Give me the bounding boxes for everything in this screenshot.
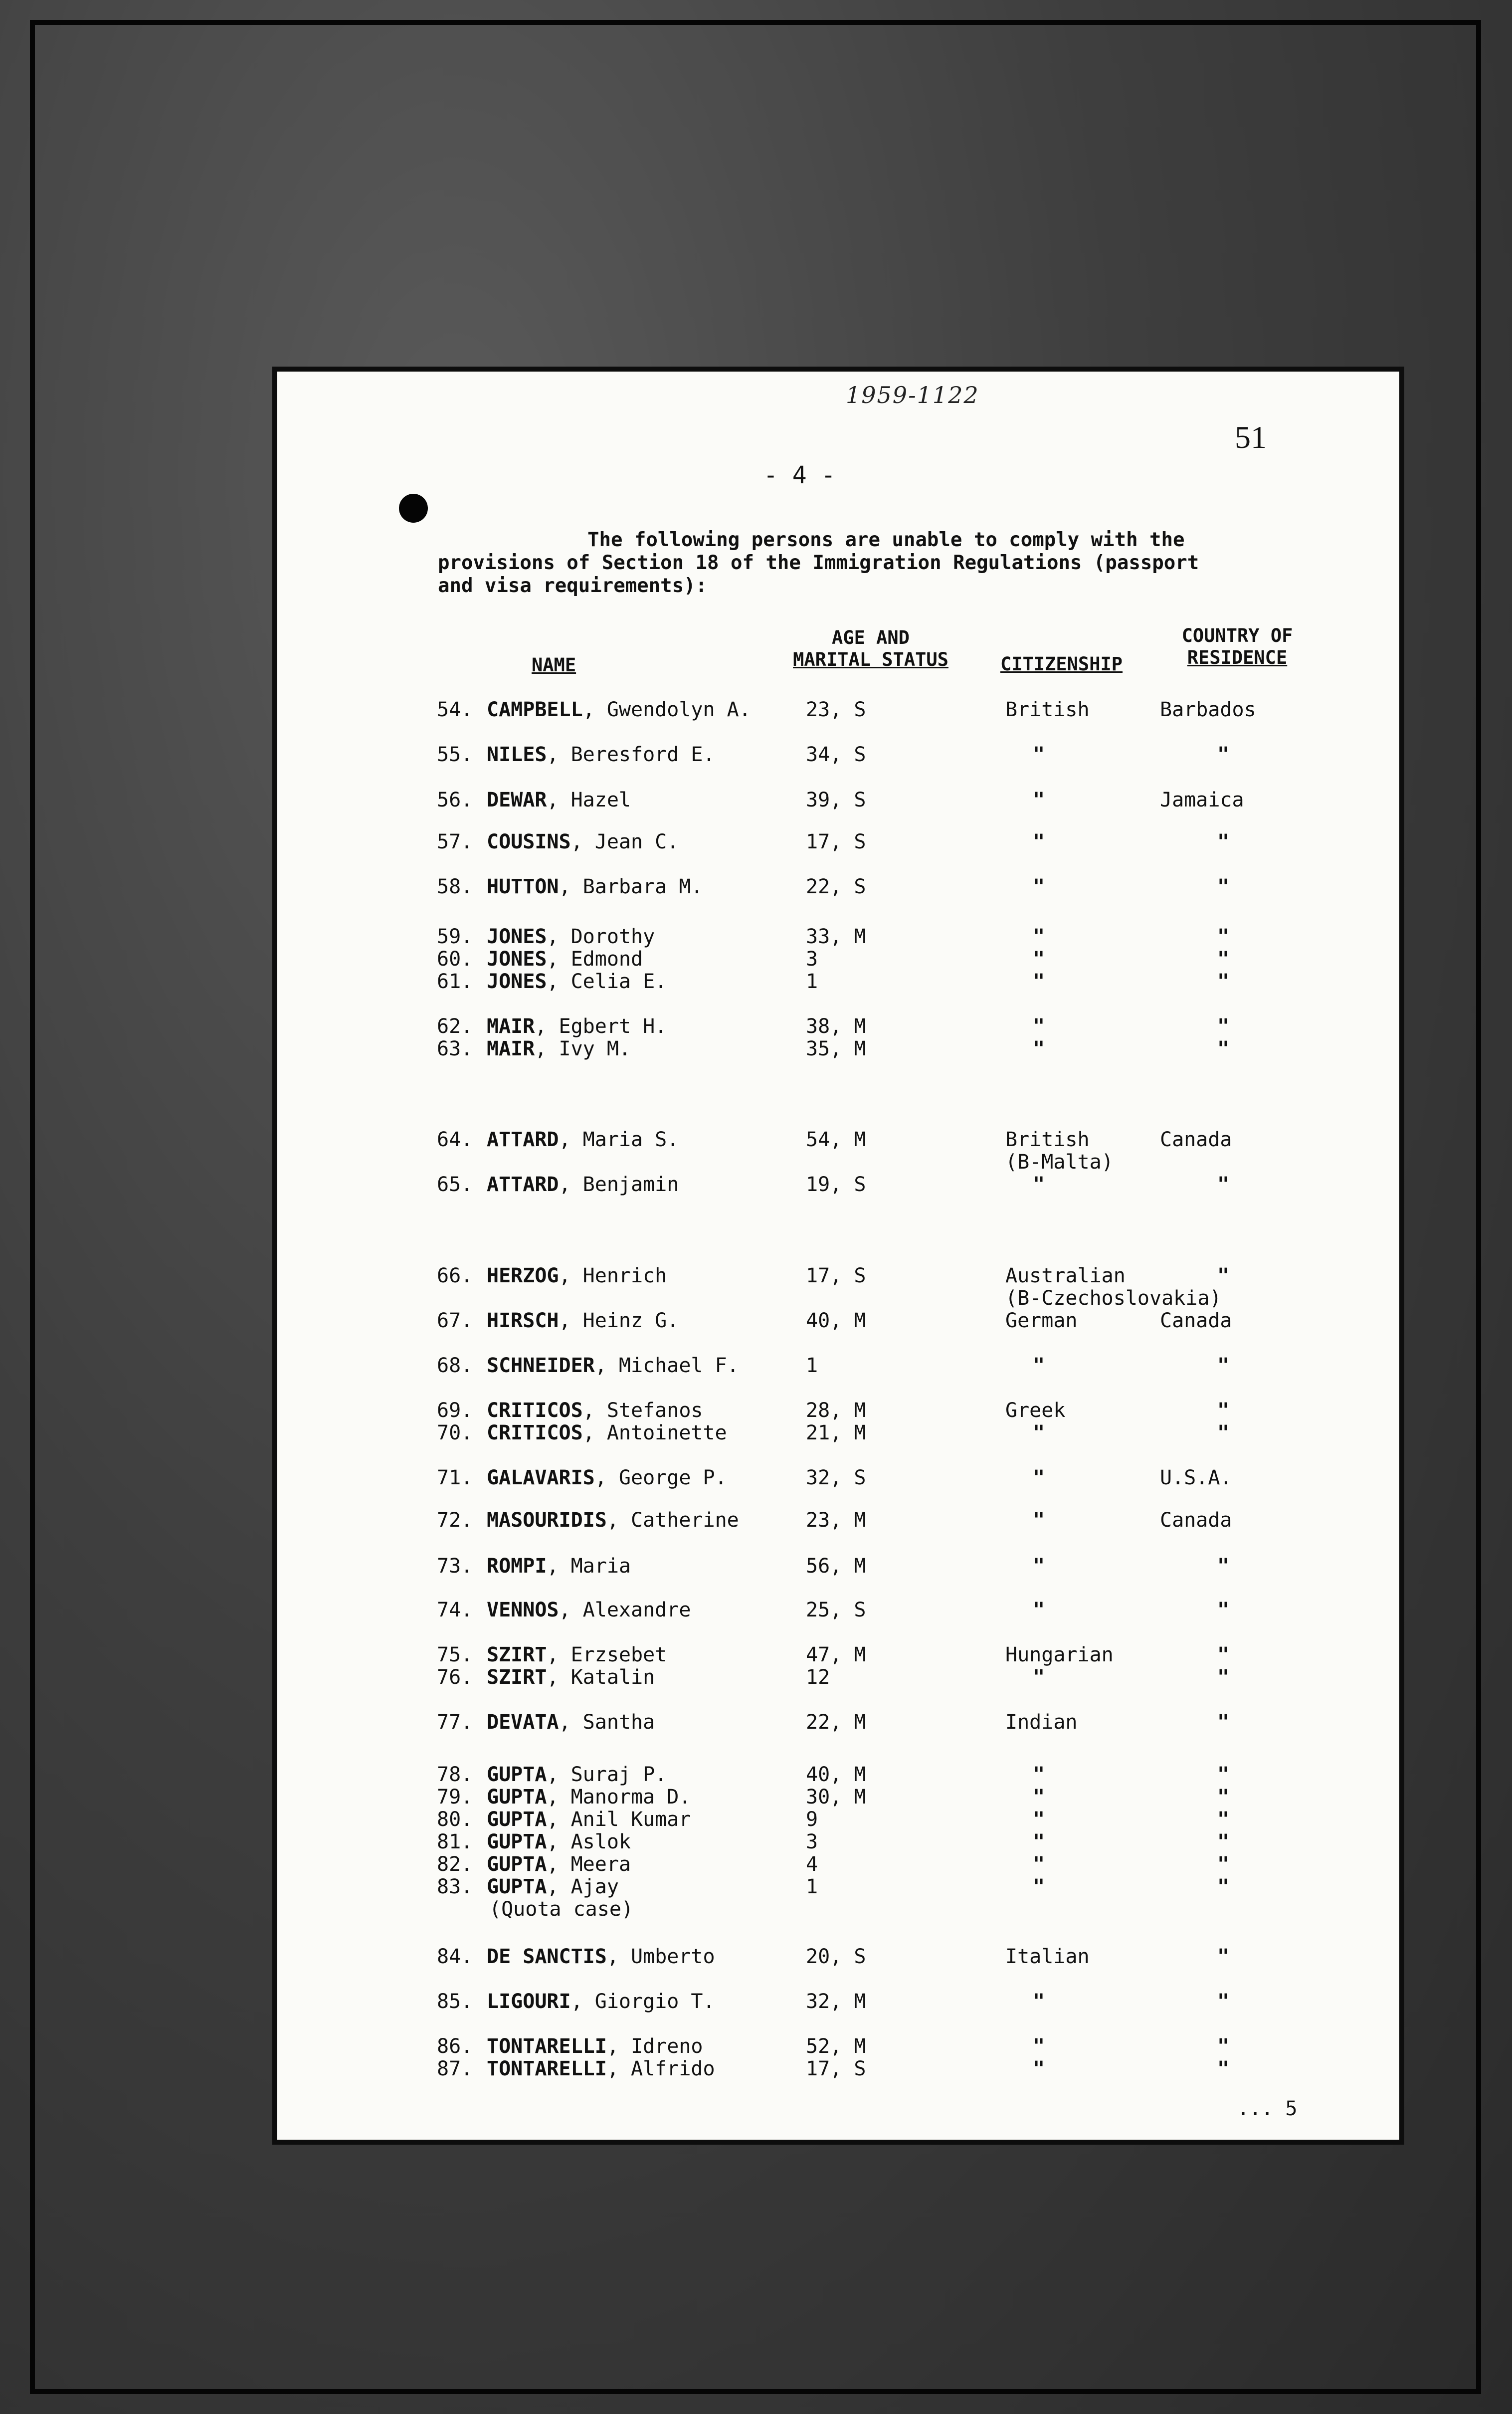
given-name: , Catherine	[606, 1509, 739, 1532]
person-name	[487, 1015, 667, 1038]
surname: VENNOS	[487, 1599, 559, 1621]
country-of-residence: "	[1217, 2035, 1230, 2058]
age-marital-status: 30, M	[806, 1786, 866, 1809]
row-number: 55.	[437, 743, 473, 766]
country-of-residence: "	[1217, 1173, 1230, 1196]
citizenship: Hungarian	[1005, 1643, 1114, 1666]
country-of-residence: Barbados	[1160, 698, 1256, 721]
intro-line-1: The following persons are unable to comply with the	[587, 529, 1185, 551]
surname: MAIR	[487, 1015, 535, 1038]
row-number: 75.	[437, 1643, 473, 1666]
person-name	[487, 1853, 631, 1876]
row-number: 86.	[437, 2035, 473, 2058]
person-name	[487, 1466, 727, 1489]
person-name	[487, 2057, 715, 2080]
row-number: 73.	[437, 1555, 473, 1578]
given-name: , Alexandre	[559, 1599, 691, 1621]
page-number: 51	[1235, 419, 1267, 455]
given-name: , Manorma D.	[547, 1786, 691, 1809]
given-name: , Umberto	[606, 1945, 715, 1968]
country-of-residence: Canada	[1160, 1128, 1232, 1151]
country-of-residence: U.S.A.	[1160, 1466, 1232, 1489]
citizenship: "	[1033, 1354, 1045, 1377]
given-name: , Beresford E.	[547, 743, 715, 766]
row-number: 67.	[437, 1309, 473, 1332]
country-of-residence: "	[1217, 1599, 1230, 1621]
surname: MAIR	[487, 1037, 535, 1060]
citizenship: "	[1033, 1509, 1045, 1532]
surname: GUPTA	[487, 1786, 547, 1809]
country-of-residence: "	[1217, 1990, 1230, 2013]
country-of-residence: "	[1217, 970, 1230, 993]
age-marital-status: 17, S	[806, 1264, 866, 1287]
person-name	[487, 743, 715, 766]
person-name	[487, 970, 667, 993]
given-name: , Katalin	[547, 1666, 655, 1689]
given-name: , Edmond	[547, 948, 643, 971]
age-marital-status: 20, S	[806, 1945, 866, 1968]
surname: JONES	[487, 970, 547, 993]
age-marital-status: 3	[806, 1830, 818, 1853]
citizenship: "	[1033, 1990, 1045, 2013]
header-name: NAME	[532, 654, 576, 676]
person-name	[487, 1173, 679, 1196]
citizenship: "	[1033, 1599, 1045, 1621]
given-name: , Jean C.	[570, 830, 679, 853]
citizenship: British	[1005, 1128, 1090, 1151]
given-name: , Santha	[559, 1711, 655, 1734]
person-name	[487, 2035, 703, 2058]
given-name: , Erzsebet	[547, 1643, 667, 1666]
country-of-residence: Canada	[1160, 1309, 1232, 1332]
citizenship-birthplace: (B-Malta)	[1005, 1151, 1114, 1174]
age-marital-status: 33, M	[806, 925, 866, 948]
citizenship: "	[1033, 1875, 1045, 1898]
surname: COUSINS	[487, 830, 571, 853]
country-of-residence: "	[1217, 1643, 1230, 1666]
given-name: , Gwendolyn A.	[582, 698, 751, 721]
header-residence: COUNTRY OF RESIDENCE	[1181, 625, 1293, 668]
country-of-residence: "	[1217, 1399, 1230, 1422]
given-name: , Aslok	[547, 1830, 631, 1853]
citizenship: "	[1033, 1786, 1045, 1809]
person-name	[487, 1399, 703, 1422]
person-name	[487, 1555, 631, 1578]
person-name	[487, 1786, 691, 1809]
surname: GUPTA	[487, 1875, 547, 1898]
given-name: , Idreno	[606, 2035, 703, 2058]
person-name	[487, 875, 703, 898]
age-marital-status: 21, M	[806, 1421, 866, 1444]
row-number: 82.	[437, 1853, 473, 1876]
person-name	[487, 1643, 667, 1666]
age-marital-status: 28, M	[806, 1399, 866, 1422]
row-number: 56.	[437, 789, 473, 811]
citizenship: "	[1033, 1466, 1045, 1489]
person-name	[487, 1037, 631, 1060]
continuation-marker: ... 5	[1237, 2097, 1298, 2120]
person-name	[487, 1875, 619, 1898]
surname: SCHNEIDER	[487, 1354, 595, 1377]
country-of-residence: "	[1217, 1830, 1230, 1853]
age-marital-status: 1	[806, 1875, 818, 1898]
given-name: , Hazel	[547, 789, 631, 811]
surname: MASOURIDIS	[487, 1509, 607, 1532]
surname: SZIRT	[487, 1643, 547, 1666]
country-of-residence: "	[1217, 1853, 1230, 1876]
surname: TONTARELLI	[487, 2057, 607, 2080]
person-name	[487, 1128, 679, 1151]
given-name: , Benjamin	[559, 1173, 679, 1196]
country-of-residence: "	[1217, 1808, 1230, 1831]
row-number: 59.	[437, 925, 473, 948]
given-name: , Antoinette	[582, 1421, 727, 1444]
country-of-residence: "	[1217, 925, 1230, 948]
given-name: , Henrich	[559, 1264, 667, 1287]
surname: NILES	[487, 743, 547, 766]
citizenship-birthplace: (B-Czechoslovakia)	[1005, 1287, 1222, 1310]
row-number: 71.	[437, 1466, 473, 1489]
age-marital-status: 54, M	[806, 1128, 866, 1151]
row-number: 84.	[437, 1945, 473, 1968]
intro-paragraph	[438, 529, 1360, 598]
citizenship: "	[1033, 1830, 1045, 1853]
surname: ATTARD	[487, 1128, 559, 1151]
surname: DEVATA	[487, 1711, 559, 1734]
citizenship: "	[1033, 1037, 1045, 1060]
citizenship: "	[1033, 789, 1045, 811]
row-number: 54.	[437, 698, 473, 721]
row-number: 69.	[437, 1399, 473, 1422]
row-number: 79.	[437, 1786, 473, 1809]
surname: JONES	[487, 948, 547, 971]
person-name	[487, 698, 751, 721]
surname: CRITICOS	[487, 1421, 583, 1444]
surname: TONTARELLI	[487, 2035, 607, 2058]
header-citizenship: CITIZENSHIP	[1000, 653, 1123, 675]
country-of-residence: "	[1217, 1666, 1230, 1689]
row-number: 70.	[437, 1421, 473, 1444]
row-number: 66.	[437, 1264, 473, 1287]
age-marital-status: 22, M	[806, 1711, 866, 1734]
country-of-residence: "	[1217, 1711, 1230, 1734]
person-name	[487, 1309, 679, 1332]
age-marital-status: 35, M	[806, 1037, 866, 1060]
citizenship: "	[1033, 1421, 1045, 1444]
citizenship: "	[1033, 948, 1045, 971]
country-of-residence: "	[1217, 1945, 1230, 1968]
intro-line-3: and visa requirements):	[438, 575, 708, 597]
person-name	[487, 1666, 655, 1689]
citizenship: "	[1033, 1173, 1045, 1196]
citizenship: "	[1033, 875, 1045, 898]
person-name	[487, 1808, 691, 1831]
surname: GUPTA	[487, 1830, 547, 1853]
row-number: 83.	[437, 1875, 473, 1898]
row-number: 61.	[437, 970, 473, 993]
age-marital-status: 40, M	[806, 1309, 866, 1332]
country-of-residence: "	[1217, 830, 1230, 853]
citizenship: "	[1033, 1808, 1045, 1831]
given-name: , Ajay	[547, 1875, 619, 1898]
surname: GALAVARIS	[487, 1466, 595, 1489]
age-marital-status: 1	[806, 970, 818, 993]
person-name	[487, 1763, 667, 1786]
age-marital-status: 34, S	[806, 743, 866, 766]
given-name: , Barbara M.	[559, 875, 703, 898]
row-number: 81.	[437, 1830, 473, 1853]
person-name	[487, 1990, 715, 2013]
row-note: (Quota case)	[489, 1898, 633, 1921]
surname: LIGOURI	[487, 1990, 571, 2013]
country-of-residence: "	[1217, 1264, 1230, 1287]
given-name: , Anil Kumar	[547, 1808, 691, 1831]
punch-hole	[399, 494, 428, 523]
country-of-residence: Jamaica	[1160, 789, 1244, 811]
given-name: , Heinz G.	[559, 1309, 679, 1332]
given-name: , Maria	[547, 1555, 631, 1578]
citizenship: "	[1033, 1015, 1045, 1038]
age-marital-status: 32, S	[806, 1466, 866, 1489]
row-number: 65.	[437, 1173, 473, 1196]
header-age-marital: AGE AND MARITAL STATUS	[793, 627, 948, 670]
given-name: , Ivy M.	[535, 1037, 631, 1060]
country-of-residence: "	[1217, 1354, 1230, 1377]
document-page	[277, 372, 1399, 2140]
age-marital-status: 4	[806, 1853, 818, 1876]
given-name: , Suraj P.	[547, 1763, 667, 1786]
given-name: , Celia E.	[547, 970, 667, 993]
given-name: , Alfrido	[606, 2057, 715, 2080]
citizenship: "	[1033, 925, 1045, 948]
person-name	[487, 789, 631, 811]
age-marital-status: 22, S	[806, 875, 866, 898]
country-of-residence: "	[1217, 1786, 1230, 1809]
row-number: 80.	[437, 1808, 473, 1831]
country-of-residence: "	[1217, 1421, 1230, 1444]
surname: GUPTA	[487, 1808, 547, 1831]
citizenship: "	[1033, 2057, 1045, 2080]
given-name: , Giorgio T.	[570, 1990, 715, 2013]
country-of-residence: Canada	[1160, 1509, 1232, 1532]
age-marital-status: 47, M	[806, 1643, 866, 1666]
country-of-residence: "	[1217, 1763, 1230, 1786]
citizenship: "	[1033, 970, 1045, 993]
given-name: , Michael F.	[594, 1354, 739, 1377]
row-number: 68.	[437, 1354, 473, 1377]
person-name	[487, 1509, 739, 1532]
person-name	[487, 1711, 655, 1734]
given-name: , Dorothy	[547, 925, 655, 948]
surname: JONES	[487, 925, 547, 948]
row-number: 77.	[437, 1711, 473, 1734]
age-marital-status: 40, M	[806, 1763, 866, 1786]
surname: GUPTA	[487, 1763, 547, 1786]
person-name	[487, 1354, 739, 1377]
citizenship: "	[1033, 1666, 1045, 1689]
citizenship: "	[1033, 1763, 1045, 1786]
country-of-residence: "	[1217, 948, 1230, 971]
person-name	[487, 1599, 691, 1621]
intro-line-2: provisions of Section 18 of the Immigration Regulations (passport	[438, 552, 1199, 574]
given-name: , Meera	[547, 1853, 631, 1876]
country-of-residence: "	[1217, 743, 1230, 766]
person-name	[487, 1264, 667, 1287]
page-marker: - 4 -	[763, 461, 836, 489]
citizenship: "	[1033, 743, 1045, 766]
country-of-residence: "	[1217, 1875, 1230, 1898]
citizenship: German	[1005, 1309, 1078, 1332]
age-marital-status: 23, M	[806, 1509, 866, 1532]
given-name: , Egbert H.	[535, 1015, 667, 1038]
person-name	[487, 1945, 715, 1968]
citizenship: "	[1033, 1853, 1045, 1876]
row-number: 74.	[437, 1599, 473, 1621]
row-number: 72.	[437, 1509, 473, 1532]
age-marital-status: 39, S	[806, 789, 866, 811]
person-name	[487, 1421, 727, 1444]
surname: DE SANCTIS	[487, 1945, 607, 1968]
row-number: 87.	[437, 2057, 473, 2080]
country-of-residence: "	[1217, 1015, 1230, 1038]
surname: HERZOG	[487, 1264, 559, 1287]
age-marital-status: 19, S	[806, 1173, 866, 1196]
row-number: 85.	[437, 1990, 473, 2013]
age-marital-status: 56, M	[806, 1555, 866, 1578]
citizenship: "	[1033, 830, 1045, 853]
row-number: 63.	[437, 1037, 473, 1060]
citizenship: Italian	[1005, 1945, 1090, 1968]
age-marital-status: 32, M	[806, 1990, 866, 2013]
given-name: , George P.	[594, 1466, 727, 1489]
row-number: 64.	[437, 1128, 473, 1151]
person-name	[487, 1830, 631, 1853]
age-marital-status: 12	[806, 1666, 830, 1689]
surname: GUPTA	[487, 1853, 547, 1876]
citizenship: Australian	[1005, 1264, 1126, 1287]
country-of-residence: "	[1217, 1555, 1230, 1578]
given-name: , Stefanos	[582, 1399, 703, 1422]
row-number: 60.	[437, 948, 473, 971]
surname: HIRSCH	[487, 1309, 559, 1332]
citizenship: Greek	[1005, 1399, 1066, 1422]
country-of-residence: "	[1217, 1037, 1230, 1060]
handwritten-reference: 1959-1122	[846, 382, 979, 408]
person-name	[487, 925, 655, 948]
given-name: , Maria S.	[559, 1128, 679, 1151]
age-marital-status: 17, S	[806, 2057, 866, 2080]
surname: CAMPBELL	[487, 698, 583, 721]
surname: ATTARD	[487, 1173, 559, 1196]
person-name	[487, 948, 643, 971]
age-marital-status: 52, M	[806, 2035, 866, 2058]
row-number: 62.	[437, 1015, 473, 1038]
age-marital-status: 3	[806, 948, 818, 971]
age-marital-status: 38, M	[806, 1015, 866, 1038]
surname: CRITICOS	[487, 1399, 583, 1422]
surname: SZIRT	[487, 1666, 547, 1689]
citizenship: British	[1005, 698, 1090, 721]
age-marital-status: 17, S	[806, 830, 866, 853]
person-name	[487, 830, 679, 853]
citizenship: Indian	[1005, 1711, 1078, 1734]
citizenship: "	[1033, 2035, 1045, 2058]
row-number: 58.	[437, 875, 473, 898]
country-of-residence: "	[1217, 2057, 1230, 2080]
age-marital-status: 23, S	[806, 698, 866, 721]
row-number: 78.	[437, 1763, 473, 1786]
row-number: 57.	[437, 830, 473, 853]
surname: DEWAR	[487, 789, 547, 811]
age-marital-status: 9	[806, 1808, 818, 1831]
country-of-residence: "	[1217, 875, 1230, 898]
surname: HUTTON	[487, 875, 559, 898]
age-marital-status: 1	[806, 1354, 818, 1377]
surname: ROMPI	[487, 1555, 547, 1578]
row-number: 76.	[437, 1666, 473, 1689]
citizenship: "	[1033, 1555, 1045, 1578]
age-marital-status: 25, S	[806, 1599, 866, 1621]
